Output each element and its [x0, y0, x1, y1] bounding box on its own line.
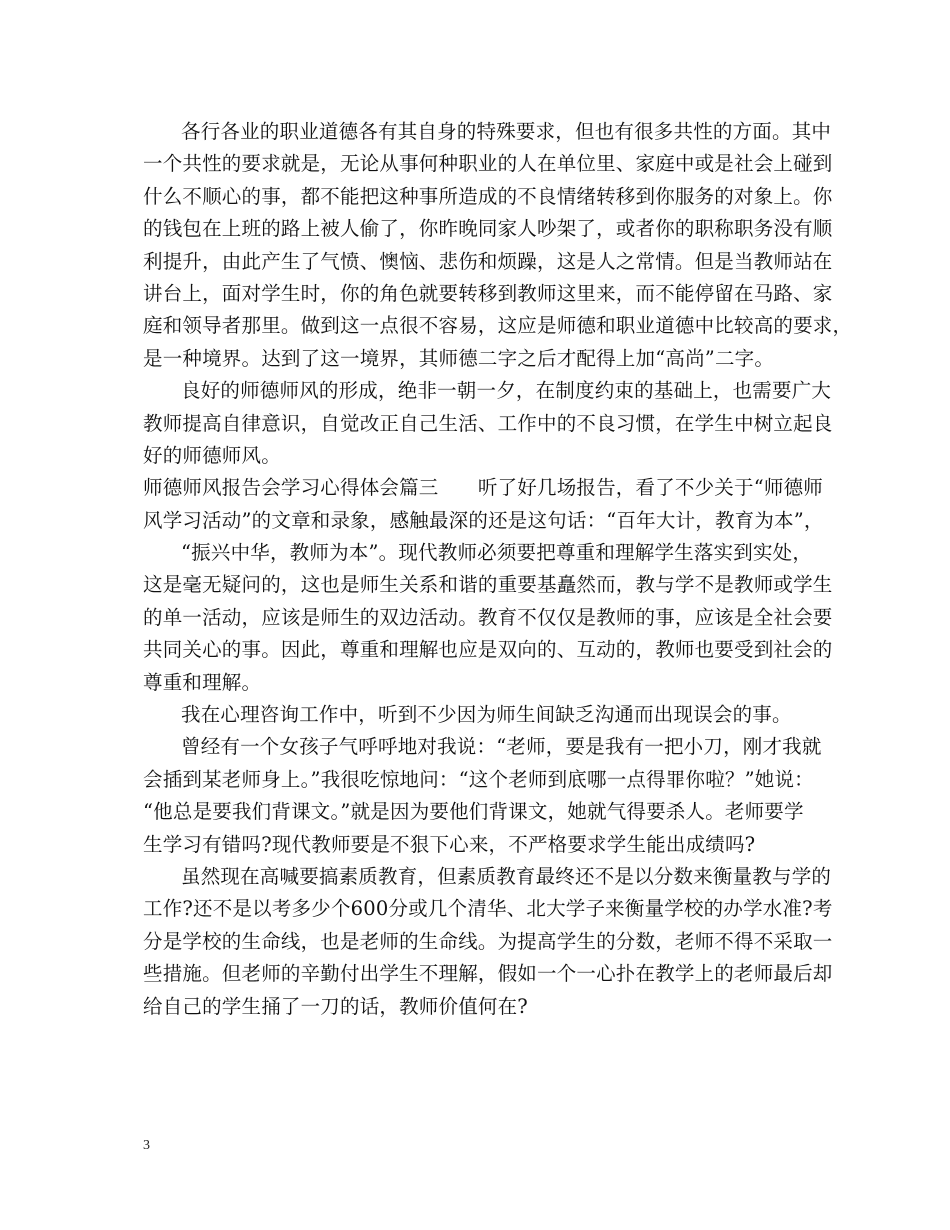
text-line: 会插到某老师身上。”我很吃惊地问：“这个老师到底哪一点得罪你啦？”她说： [143, 767, 814, 791]
text-line: 教师提高自律意识，自觉改正自己生活、工作中的不良习惯，在学生中树立起良 [143, 411, 833, 435]
text-line: 这是毫无疑问的，这也是师生关系和谐的重要基矗然而，教与学不是教师或学生 [143, 573, 833, 597]
text-line: “他总是要我们背课文。”就是因为要他们背课文，她就气得要杀人。老师要学 [143, 800, 804, 824]
text-line: 庭和领导者那里。做到这一点很不容易，这应是师德和职业道德中比较高的要求， [143, 314, 853, 338]
text-line: 是一种境界。达到了这一境界，其师德二字之后才配得上加“高尚”二字。 [143, 346, 775, 370]
page-number: 3 [143, 1138, 150, 1153]
text-line: 的钱包在上班的路上被人偷了，你昨晚同家人吵架了，或者你的职称职务没有顺 [143, 217, 833, 241]
text-line: 尊重和理解。 [143, 670, 262, 694]
text-line: 讲台上，面对学生时，你的角色就要转移到教师这里来，而不能停留在马路、家 [143, 281, 833, 305]
text-line: 工作?还不是以考多少个600分或几个清华、北大学子来衡量学校的办学水准?考 [143, 897, 833, 921]
text-line: “振兴中华，教师为本”。现代教师必须要把尊重和理解学生落实到实处， [181, 541, 813, 565]
text-line: 风学习活动”的文章和录象，感触最深的还是这句话：“百年大计，教育为本”， [143, 508, 824, 532]
text-line: 良好的师德师风的形成，绝非一朝一夕，在制度约束的基础上，也需要广大 [181, 379, 832, 403]
text-line: 各行各业的职业道德各有其自身的特殊要求，但也有很多共性的方面。其中 [181, 120, 832, 143]
text-line: 些措施。但老师的辛勤付出学生不理解，假如一个一心扑在教学上的老师最后却 [143, 962, 833, 986]
text-line: 的单一活动，应该是师生的双边活动。教育不仅仅是教师的事，应该是全社会要 [143, 605, 833, 629]
text-line: 曾经有一个女孩子气呼呼地对我说：“老师，要是我有一把小刀，刚才我就 [181, 735, 822, 759]
text-line: 生学习有错吗?现代教师要是不狠下心来，不严格要求学生能出成绩吗? [143, 832, 756, 856]
text-line: 一个共性的要求就是，无论从事何种职业的人在单位里、家庭中或是社会上碰到 [143, 152, 833, 176]
text-line: 虽然现在高喊要搞素质教育，但素质教育最终还不是以分数来衡量教与学的 [181, 864, 832, 888]
text-line: 共同关心的事。因此，尊重和理解也应是双向的、互动的，教师也要受到社会的 [143, 638, 833, 662]
text-line: 分是学校的生命线，也是老师的生命线。为提高学生的分数，老师不得不采取一 [143, 929, 833, 953]
text-line: 我在心理咨询工作中，听到不少因为师生间缺乏沟通而出现误会的事。 [181, 703, 792, 727]
text-line: 利提升，由此产生了气愤、懊恼、悲伤和烦躁，这是人之常情。但是当教师站在 [143, 249, 833, 273]
text-line: 好的师德师风。 [143, 443, 281, 467]
text-line: 给自己的学生捅了一刀的话，教师价值何在? [143, 994, 528, 1018]
text-line: 什么不顺心的事，都不能把这种事所造成的不良情绪转移到你服务的对象上。你 [143, 184, 833, 208]
body-text [143, 116, 853, 1023]
text-line: 师德师风报告会学习心得体会篇三 听了好几场报告，看了不少关于“师德师 [143, 476, 823, 500]
